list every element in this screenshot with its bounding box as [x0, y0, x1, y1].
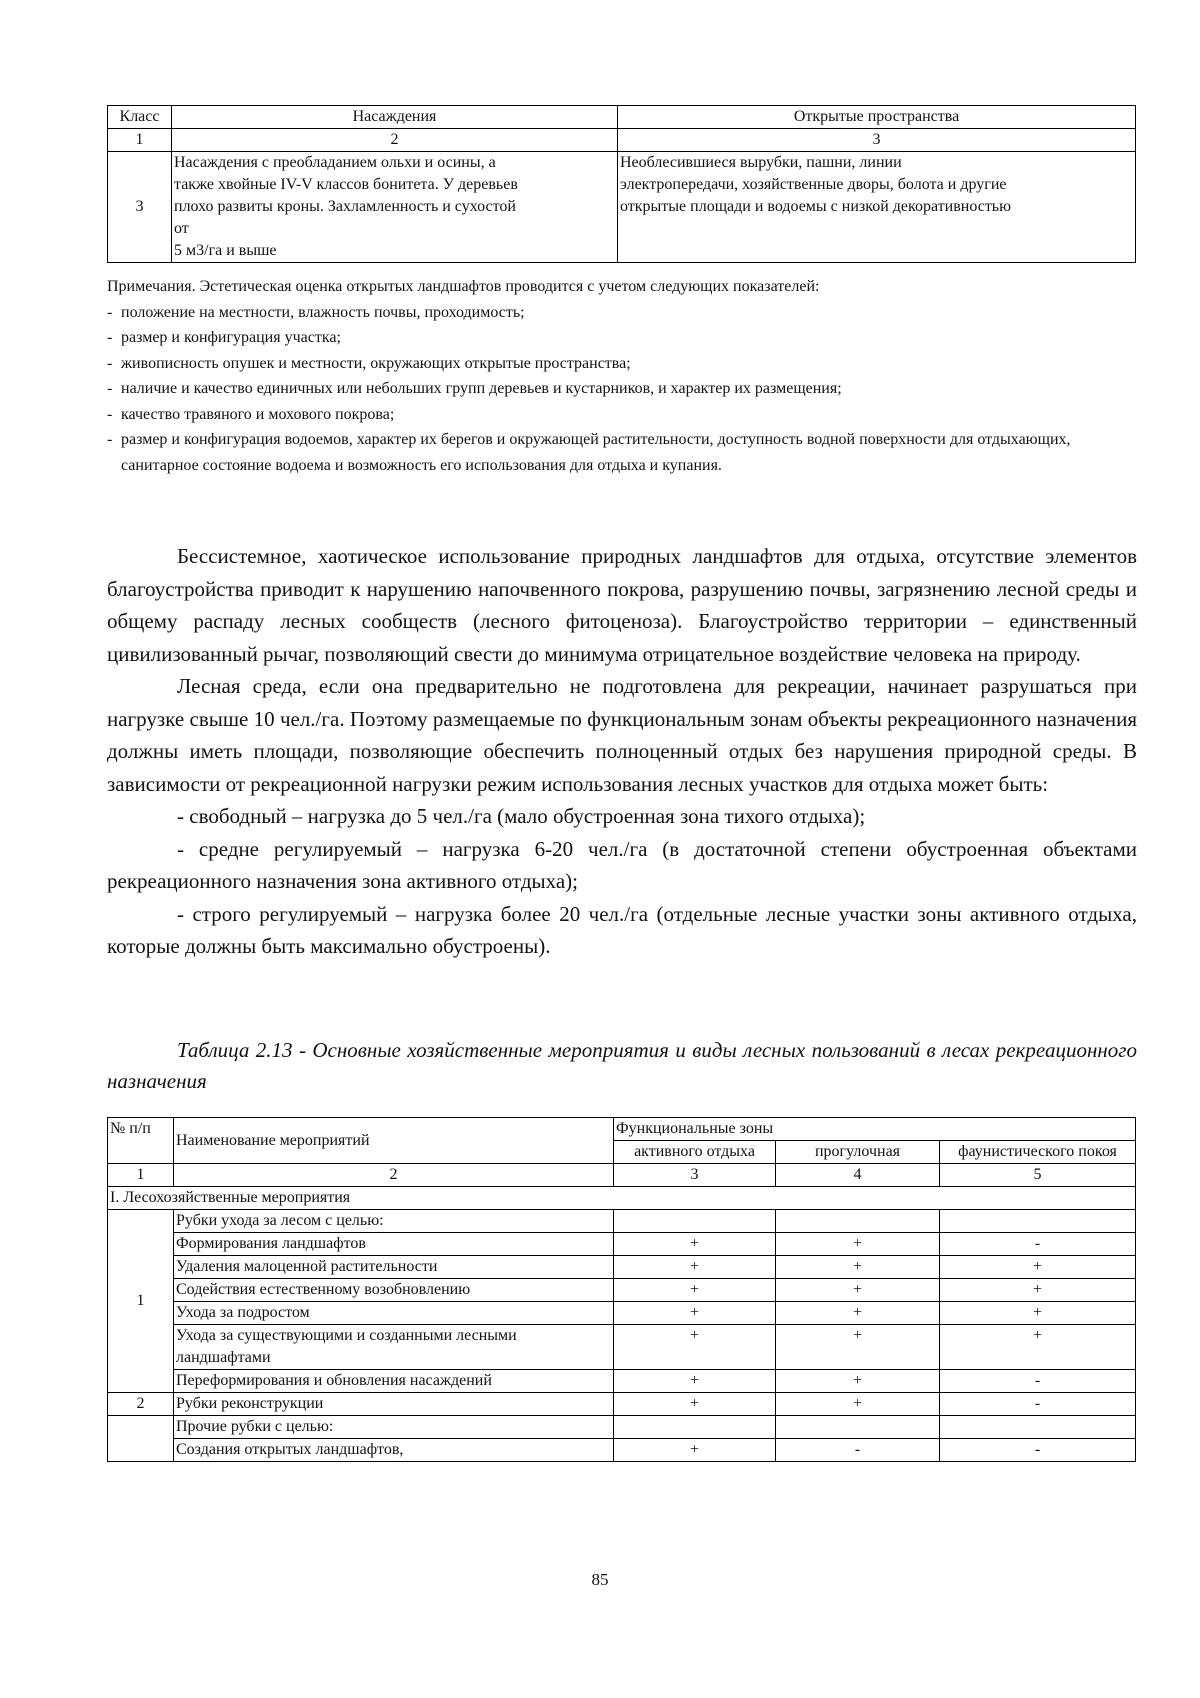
zone-value: -: [940, 1439, 1136, 1462]
list-item: - строго регулируемый – нагрузка более 20 чел./га (отдельные лесные участки зоны активного отдыха, которые должны быть максимально обустроены).: [107, 901, 1137, 958]
measure-name: Переформирования и обновления насаждений: [174, 1370, 614, 1393]
table-row: [108, 152, 1136, 263]
page-number: 85: [591, 1570, 609, 1589]
zone-value: +: [776, 1279, 940, 1302]
zone-value: +: [776, 1302, 940, 1325]
zone-value: +: [776, 1256, 940, 1279]
zone-value: +: [940, 1325, 1136, 1370]
header-class: Класс: [108, 106, 172, 129]
zone-value: -: [776, 1439, 940, 1462]
measure-name: Удаления малоценной растительности: [174, 1256, 614, 1279]
table-number-row: [108, 129, 1136, 152]
table-header-row: [108, 106, 1136, 129]
zone-value: +: [614, 1279, 776, 1302]
table-row: [108, 1210, 1136, 1233]
list-item: - средне регулируемый – нагрузка 6-20 чел./га (в достаточной степени обустроенная объектами рекреационного назначения зона активного отдыха);: [107, 836, 1137, 893]
notes-intro: Примечания. Эстетическая оценка открытых ландшафтов проводится с учетом следующих показателей:: [107, 278, 820, 295]
header-name: Наименование мероприятий: [174, 1118, 614, 1164]
note-item: - размер и конфигурация участка;: [107, 329, 341, 346]
measure-name: Рубки реконструкции: [174, 1393, 614, 1416]
section-title: I. Лесохозяйственные мероприятия: [108, 1187, 1136, 1210]
measure-name: Формирования ландшафтов: [174, 1233, 614, 1256]
measure-name: Создания открытых ландшафтов,: [174, 1439, 614, 1462]
row-number: 2: [108, 1393, 174, 1416]
zone-value: +: [776, 1325, 940, 1370]
zone-value: -: [940, 1370, 1136, 1393]
zone-value: +: [614, 1370, 776, 1393]
open-line: Необлесившиеся вырубки, пашни, линии: [620, 154, 902, 171]
col-number: 2: [174, 1164, 614, 1187]
stands-line: плохо развиты кроны. Захламленность и сухостой: [174, 198, 516, 215]
note-item: - наличие и качество единичных или небольших групп деревьев и кустарников, и характер их размещения;: [107, 380, 842, 397]
header-zone-fauna: фаунистического покоя: [940, 1141, 1136, 1164]
measure-name: Ухода за подростом: [174, 1302, 614, 1325]
table-row: [108, 1439, 1136, 1462]
zone-value: +: [614, 1256, 776, 1279]
table-caption: Таблица 2.13 - Основные хозяйственные мероприятия и виды лесных пользований в лесах рекреационного назначения: [107, 1038, 1137, 1093]
zone-value: +: [940, 1256, 1136, 1279]
col-number: 1: [108, 129, 172, 152]
section-row: [108, 1187, 1136, 1210]
table-row: [108, 1279, 1136, 1302]
stands-line: Насаждения с преобладанием ольхи и осины, а: [174, 154, 496, 171]
table-header-row: [108, 1118, 1136, 1141]
zone-value: +: [776, 1370, 940, 1393]
group-title: Прочие рубки с целью:: [174, 1416, 614, 1439]
zone-value: -: [940, 1233, 1136, 1256]
zone-value: +: [614, 1439, 776, 1462]
header-number: № п/п: [108, 1118, 174, 1164]
zone-value: +: [614, 1233, 776, 1256]
note-item: - положение на местности, влажность почвы, проходимость;: [107, 303, 525, 321]
col-number: 3: [614, 1164, 776, 1187]
zone-value: +: [776, 1393, 940, 1416]
note-item: - качество травяного и мохового покрова;: [107, 405, 395, 423]
col-number: 2: [172, 129, 618, 152]
table-row: [108, 1233, 1136, 1256]
group-number: 1: [108, 1210, 174, 1393]
list-item: - свободный – нагрузка до 5 чел./га (мало обустроенная зона тихого отдыха);: [177, 804, 866, 828]
class-cell: 3: [108, 152, 172, 263]
col-number: 4: [776, 1164, 940, 1187]
table-row: [108, 1302, 1136, 1325]
col-number: 1: [108, 1164, 174, 1187]
table-row: [108, 1256, 1136, 1279]
header-zone-walking: прогулочная: [776, 1141, 940, 1164]
body-text: [107, 540, 1137, 963]
open-line: открытые площади и водоемы с низкой декоративностью: [620, 198, 1012, 215]
col-number: 3: [618, 129, 1136, 152]
zone-value: +: [614, 1393, 776, 1416]
zone-value: +: [614, 1325, 776, 1370]
open-spaces-cell: [618, 152, 1136, 263]
stands-cell: [172, 152, 618, 263]
header-stands: Насаждения: [172, 106, 618, 129]
stands-line: от: [174, 220, 189, 237]
paragraph: Лесная среда, если она предварительно не подготовлена для рекреации, начинает разрушаться при нагрузке свыше 10 чел./га. Поэтому размещаемые по функциональным зонам объекты рекреационного назначения должны иметь площади, позволяющие обеспечить полноценный отдых без нарушения природной среды. В зависимости от рекреационной нагрузки режим использования лесных участков для отдыха может быть:: [107, 674, 1137, 796]
zone-value: +: [940, 1302, 1136, 1325]
measures-table: [107, 1117, 1136, 1462]
table-row: [108, 1325, 1136, 1370]
note-item: - живописность опушек и местности, окружающих открытые пространства;: [107, 354, 631, 372]
table-row: [108, 1393, 1136, 1416]
landscape-class-table: [107, 105, 1136, 263]
open-line: электропередачи, хозяйственные дворы, болота и другие: [620, 176, 1007, 193]
measure-name: Ухода за существующими и созданными лесными ландшафтами: [174, 1325, 614, 1370]
table-row: [108, 1416, 1136, 1439]
note-item: - размер и конфигурация водоемов, характер их берегов и окружающей растительности, доступность водной поверхности для отдыхающих, санитарное состояние водоема и возможность его использования для отдыха и купания.: [107, 431, 1071, 474]
table-notes: [107, 274, 1137, 478]
table-number-row: [108, 1164, 1136, 1187]
zone-value: -: [940, 1393, 1136, 1416]
measure-name: Содействия естественному возобновлению: [174, 1279, 614, 1302]
table-row: [108, 1370, 1136, 1393]
zone-value: +: [614, 1302, 776, 1325]
stands-line: 5 м3/га и выше: [174, 242, 277, 259]
col-number: 5: [940, 1164, 1136, 1187]
header-zones: Функциональные зоны: [614, 1118, 1136, 1141]
zone-value: +: [940, 1279, 1136, 1302]
stands-line: также хвойные IV-V классов бонитета. У деревьев: [174, 176, 518, 193]
paragraph: Бессистемное, хаотическое использование природных ландшафтов для отдыха, отсутствие элементов благоустройства приводит к нарушению напочвенного покрова, разрушению почвы, загрязнению лесной среды и общему распаду лесных сообществ (лесного фитоценоза). Благоустройство территории – единственный цивилизованный рычаг, позволяющий свести до минимума отрицательное воздействие человека на природу.: [107, 544, 1137, 666]
group-title: Рубки ухода за лесом с целью:: [174, 1210, 614, 1233]
header-open-spaces: Открытые пространства: [618, 106, 1136, 129]
header-zone-active: активного отдыха: [614, 1141, 776, 1164]
zone-value: +: [776, 1233, 940, 1256]
